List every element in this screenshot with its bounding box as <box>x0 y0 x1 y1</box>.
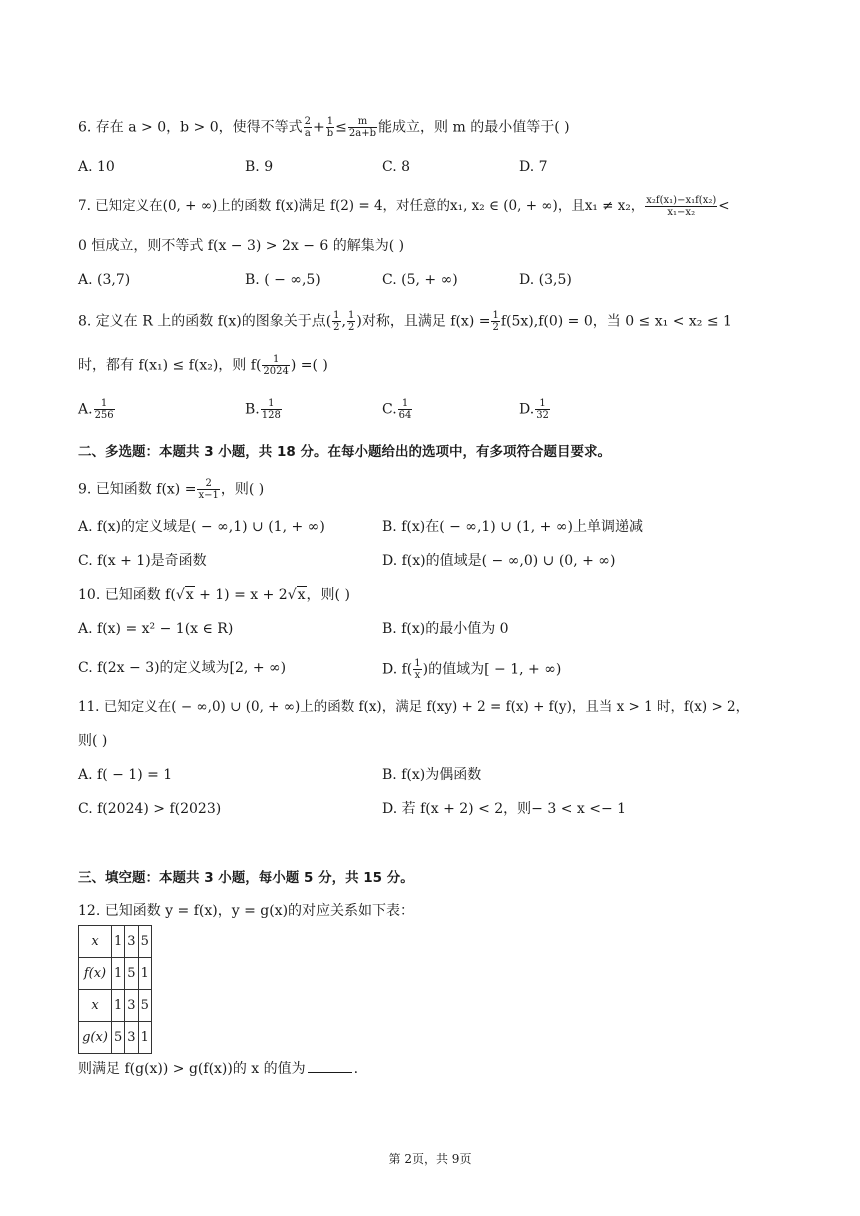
answer-blank <box>308 1072 352 1073</box>
q6-text-a: 6. 存在 a > 0，b > 0，使得不等式 <box>78 119 303 136</box>
q9-option-d: D. f(x)的值域是( − ∞,0) ∪ (0, + ∞) <box>382 553 616 569</box>
question-6-stem: 6. 存在 a > 0，b > 0，使得不等式 $\frac{2}{a}$ + $\frac{1}{b}$ ≤ $\frac{m}{2a+b}$ 能成立，则 m 的最小值等于( ) <box>78 116 570 139</box>
question-12-ask: 则满足 f(g(x)) > g(f(x))的 x 的值为 . <box>78 1061 359 1077</box>
q11-option-a: A. f( − 1) = 1 <box>78 767 173 783</box>
q8-option-c: C. $\frac{1}{64}$ <box>382 398 412 421</box>
table-row: g(x) 5 3 1 <box>79 1022 152 1054</box>
q7-option-a: A. (3,7) <box>78 272 131 288</box>
q10-sqrt-1: x <box>185 587 194 603</box>
q11-option-c: C. f(2024) > f(2023) <box>78 801 222 817</box>
q8-point-y: $\frac{1}{2}$ <box>348 310 355 333</box>
table-f <box>78 925 152 990</box>
q6-option-a: A. 10 <box>78 159 115 175</box>
q6-frac-2-over-a: $\frac{2}{a}$ <box>304 116 312 139</box>
question-10-stem: 10. 已知函数 f(√x + 1) = x + 2√x，则( ) <box>78 587 350 603</box>
table-row: x 1 3 5 <box>79 990 152 1022</box>
q6-frac-m: $\frac{m}{2a+b}$ <box>348 116 377 139</box>
q6-frac-1-over-b: $\frac{1}{b}$ <box>326 116 334 139</box>
page-footer: 第 2页，共 9页 <box>388 1152 472 1166</box>
question-9-stem: 9. 已知函数 f(x) = $\frac{2}{x-1}$ ，则( ) <box>78 478 265 501</box>
q8-half: $\frac{1}{2}$ <box>492 310 499 333</box>
q6-option-d: D. 7 <box>519 159 548 175</box>
q7-option-b: B. ( − ∞,5) <box>245 272 321 288</box>
q9-option-a: A. f(x)的定义域是( − ∞,1) ∪ (1, + ∞) <box>78 519 325 535</box>
q10-option-b: B. f(x)的最小值为 0 <box>382 621 509 637</box>
q9-option-c: C. f(x + 1)是奇函数 <box>78 553 207 569</box>
q8-option-a: A. $\frac{1}{256}$ <box>78 398 114 421</box>
q9-fraction: $\frac{2}{x-1}$ <box>198 478 219 501</box>
q6-option-b: B. 9 <box>245 159 274 175</box>
q9-option-b: B. f(x)在( − ∞,1) ∪ (1, + ∞)上单调递减 <box>382 519 643 535</box>
q11-option-d: D. 若 f(x + 2) < 2，则− 3 < x <− 1 <box>382 801 627 817</box>
question-8-line-1: 8. 定义在 R 上的函数 f(x)的图象关于点( $\frac{1}{2}$ , $\frac{1}{2}$ )对称，且满足 f(x) = $\frac{1}{2}$ f(5x),f(0) = 0，当 0 ≤ x₁ < x₂ ≤ 1 <box>78 310 732 333</box>
q11-option-b: B. f(x)为偶函数 <box>382 767 482 783</box>
q8-option-b: B. $\frac{1}{128}$ <box>245 398 281 421</box>
q8-point-x: $\frac{1}{2}$ <box>333 310 340 333</box>
question-12-stem: 12. 已知函数 y = f(x)，y = g(x)的对应关系如下表： <box>78 903 415 919</box>
section-2-heading: 二、多选题：本题共 3 小题，共 18 分。在每小题给出的选项中，有多项符合题目要求。 <box>78 444 611 460</box>
q8-option-d: D. $\frac{1}{32}$ <box>519 398 549 421</box>
table-row: f(x) 1 5 1 <box>79 958 152 990</box>
question-8-line-2: 时，都有 f(x₁) ≤ f(x₂)，则 f( $\frac{1}{2024}$ ) =( ) <box>78 354 328 377</box>
q10-option-d: D. f( $\frac{1}{x}$ )的值域为[ − 1, + ∞) <box>382 658 562 681</box>
q6-option-c: C. 8 <box>382 159 411 175</box>
question-7-line-1: 7. 已知定义在(0, + ∞)上的函数 f(x)满足 f(2) = 4，对任意的x₁, x₂ ∈ (0, + ∞)，且x₁ ≠ x₂， $\frac{\text{x₂f(x₁)−x₁f(x₂)}}{\text{x₁−x₂}}$ < <box>78 195 730 218</box>
table-row: x 1 3 5 <box>79 926 152 958</box>
question-11-line-1: 11. 已知定义在( − ∞,0) ∪ (0, + ∞)上的函数 f(x)，满足 f(xy) + 2 = f(x) + f(y)，且当 x > 1 时，f(x) > 2， <box>78 699 750 715</box>
table-g <box>78 989 152 1054</box>
q10-sqrt-2: x <box>297 587 306 603</box>
section-3-heading: 三、填空题：本题共 3 小题，每小题 5 分，共 15 分。 <box>78 870 414 886</box>
question-7-line-2: 0 恒成立，则不等式 f(x − 3) > 2x − 6 的解集为( ) <box>78 238 405 254</box>
q7-fraction: $\frac{\text{x₂f(x₁)−x₁f(x₂)}}{\text{x₁−x₂}}$ <box>646 195 717 218</box>
q10-option-a: A. f(x) = x² − 1(x ∈ R) <box>78 621 234 637</box>
q8-arg-frac: $\frac{1}{2024}$ <box>263 354 289 377</box>
q7-option-d: D. (3,5) <box>519 272 572 288</box>
q10-option-c: C. f(2x − 3)的定义域为[2, + ∞) <box>78 660 287 676</box>
q7-option-c: C. (5, + ∞) <box>382 272 458 288</box>
question-11-line-2: 则( ) <box>78 733 108 749</box>
q6-text-b: 能成立，则 m 的最小值等于( ) <box>378 119 570 136</box>
